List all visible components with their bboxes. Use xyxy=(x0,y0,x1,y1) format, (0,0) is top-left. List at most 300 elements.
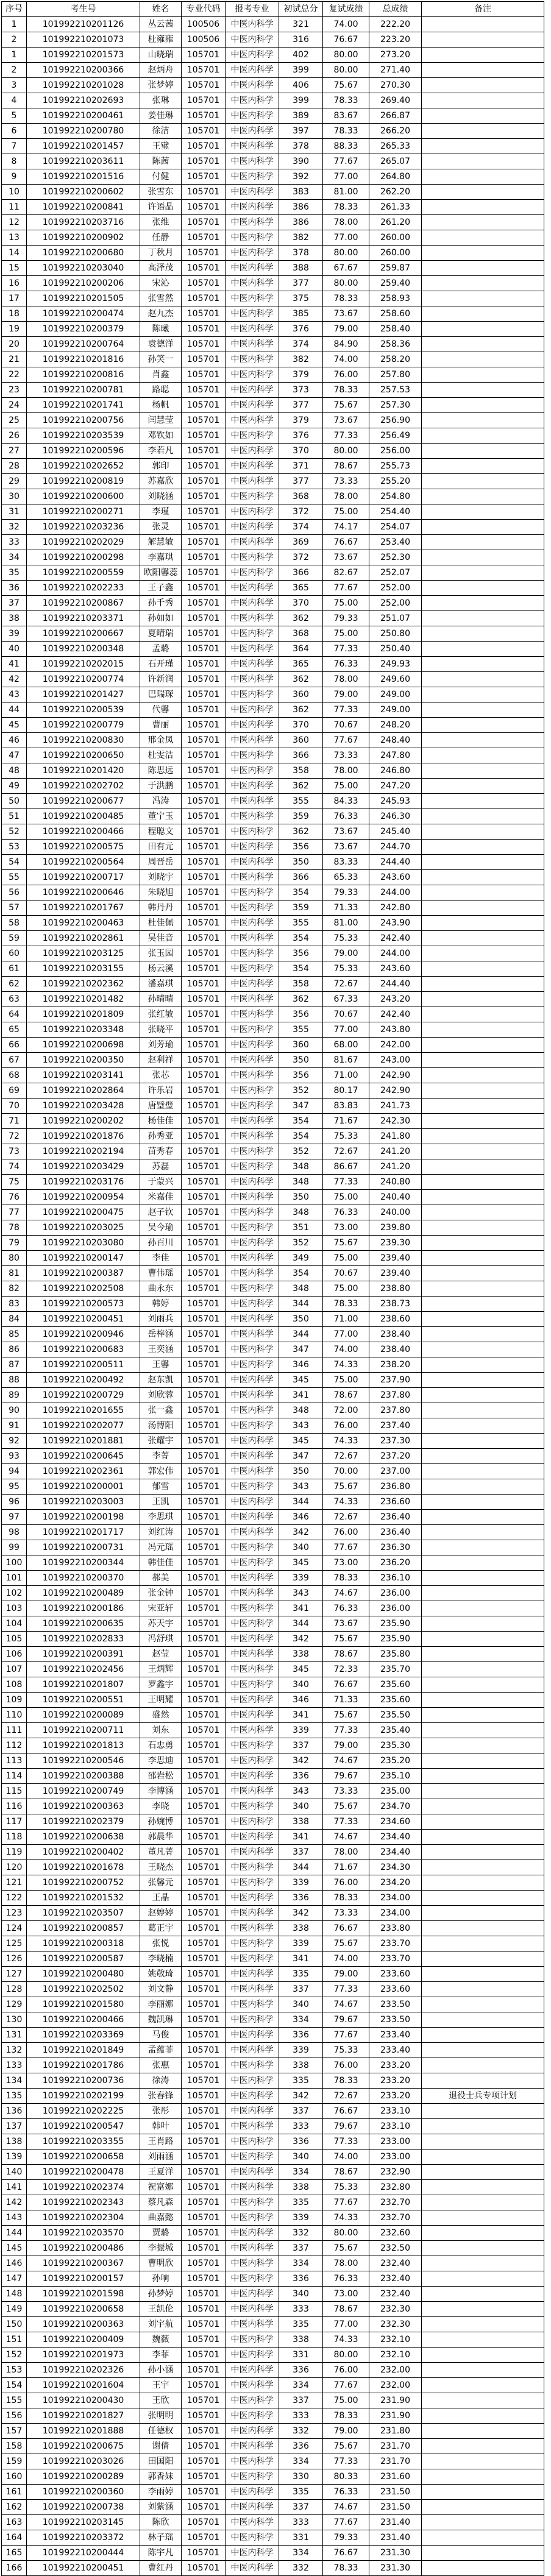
table-row xyxy=(2,2150,544,2165)
name-cell: 张梦婷 xyxy=(140,78,182,93)
initial-score-cell: 341 xyxy=(279,1388,323,1403)
note-cell xyxy=(422,398,544,413)
major-code-cell: 105701 xyxy=(182,672,226,687)
table-row xyxy=(2,565,544,581)
name-cell: 付健 xyxy=(140,169,182,185)
major-cell: 中医内科学 xyxy=(226,2150,279,2165)
major-cell: 中医内科学 xyxy=(226,1251,279,1266)
exam-id-cell: 101992210203372 xyxy=(27,2530,140,2546)
retest-score-cell: 84.90 xyxy=(323,337,369,352)
total-score-cell: 235.40 xyxy=(369,1723,422,1738)
table-header-row xyxy=(2,2,544,17)
retest-score-cell: 74.00 xyxy=(323,1951,369,1967)
retest-score-cell: 79.67 xyxy=(323,1769,369,1784)
seq-cell: 58 xyxy=(2,916,27,931)
major-code-cell: 105701 xyxy=(182,1007,226,1022)
initial-score-cell: 362 xyxy=(279,672,323,687)
major-cell: 中医内科学 xyxy=(226,2485,279,2500)
name-cell: 张红敏 xyxy=(140,1007,182,1022)
exam-id-cell: 101992210200600 xyxy=(27,489,140,504)
name-cell: 米嘉佳 xyxy=(140,1190,182,1205)
exam-id-cell: 101992210200451 xyxy=(27,2561,140,2576)
name-cell: 苏磊 xyxy=(140,1159,182,1175)
seq-cell: 95 xyxy=(2,1479,27,1495)
table-row xyxy=(2,2546,544,2561)
retest-score-cell: 78.67 xyxy=(323,1388,369,1403)
total-score-cell: 273.20 xyxy=(369,48,422,63)
name-cell: 任静 xyxy=(140,230,182,246)
note-cell xyxy=(422,215,544,230)
note-cell xyxy=(422,885,544,901)
exam-id-cell: 101992210200198 xyxy=(27,1510,140,1525)
table-row xyxy=(2,2469,544,2485)
table-row xyxy=(2,626,544,642)
major-code-cell: 105701 xyxy=(182,961,226,977)
exam-id-cell: 101992210200202 xyxy=(27,1114,140,1129)
major-cell: 中医内科学 xyxy=(226,246,279,261)
total-score-cell: 232.40 xyxy=(369,2256,422,2271)
exam-id-cell: 101992210201516 xyxy=(27,169,140,185)
exam-id-cell: 101992210200650 xyxy=(27,748,140,763)
initial-score-cell: 348 xyxy=(279,1281,323,1297)
name-cell: 刘晓涵 xyxy=(140,489,182,504)
note-cell xyxy=(422,794,544,809)
note-cell xyxy=(422,1068,544,1083)
major-cell: 中医内科学 xyxy=(226,1951,279,1967)
table-row xyxy=(2,2043,544,2058)
major-cell: 中医内科学 xyxy=(226,1114,279,1129)
table-row xyxy=(2,596,544,611)
major-cell: 中医内科学 xyxy=(226,2256,279,2271)
seq-cell: 11 xyxy=(2,200,27,215)
note-cell xyxy=(422,1418,544,1434)
name-cell: 赵婷婷 xyxy=(140,1906,182,1921)
retest-score-cell: 73.67 xyxy=(323,824,369,840)
major-cell: 中医内科学 xyxy=(226,1342,279,1357)
exam-id-cell: 101992210200475 xyxy=(27,1205,140,1220)
total-score-cell: 266.87 xyxy=(369,108,422,124)
retest-score-cell: 78.33 xyxy=(323,2408,369,2424)
total-score-cell: 252.07 xyxy=(369,565,422,581)
seq-cell: 135 xyxy=(2,2089,27,2104)
exam-id-cell: 101992210202233 xyxy=(27,581,140,596)
major-cell: 中医内科学 xyxy=(226,215,279,230)
seq-cell: 83 xyxy=(2,1297,27,1312)
note-cell xyxy=(422,1769,544,1784)
retest-score-cell: 77.67 xyxy=(323,2028,369,2043)
retest-score-cell: 75.67 xyxy=(323,1936,369,1951)
total-score-cell: 239.80 xyxy=(369,1220,422,1236)
name-cell: 张维 xyxy=(140,215,182,230)
major-code-cell: 105701 xyxy=(182,1403,226,1418)
name-cell: 路聪 xyxy=(140,383,182,398)
initial-score-cell: 365 xyxy=(279,581,323,596)
major-cell: 中医内科学 xyxy=(226,779,279,794)
major-cell: 中医内科学 xyxy=(226,1906,279,1921)
note-cell xyxy=(422,2287,544,2302)
major-cell: 中医内科学 xyxy=(226,870,279,885)
seq-cell: 104 xyxy=(2,1616,27,1632)
note-cell xyxy=(422,1236,544,1251)
retest-score-cell: 76.67 xyxy=(323,2546,369,2561)
name-cell: 王馨 xyxy=(140,1357,182,1373)
note-cell xyxy=(422,200,544,215)
initial-score-cell: 334 xyxy=(279,2546,323,2561)
retest-score-cell: 75.33 xyxy=(323,2180,369,2195)
seq-cell: 148 xyxy=(2,2287,27,2302)
total-score-cell: 257.30 xyxy=(369,398,422,413)
name-cell: 王凯 xyxy=(140,1495,182,1510)
note-cell xyxy=(422,1662,544,1677)
total-score-cell: 270.30 xyxy=(369,78,422,93)
total-score-cell: 232.60 xyxy=(369,2226,422,2241)
total-score-cell: 242.40 xyxy=(369,931,422,946)
major-cell: 中医内科学 xyxy=(226,611,279,626)
initial-score-cell: 346 xyxy=(279,1357,323,1373)
major-code-cell: 105701 xyxy=(182,291,226,306)
major-code-cell: 105701 xyxy=(182,1647,226,1662)
initial-score-cell: 335 xyxy=(279,2485,323,2500)
seq-cell: 93 xyxy=(2,1449,27,1464)
exam-id-cell: 101992210201807 xyxy=(27,1677,140,1693)
major-code-cell: 105701 xyxy=(182,1769,226,1784)
table-row xyxy=(2,489,544,504)
total-score-cell: 231.30 xyxy=(369,2546,422,2561)
name-cell: 张耀宇 xyxy=(140,1434,182,1449)
exam-id-cell: 101992210200388 xyxy=(27,1769,140,1784)
initial-score-cell: 321 xyxy=(279,17,323,32)
note-cell xyxy=(422,1555,544,1571)
seq-cell: 92 xyxy=(2,1434,27,1449)
total-score-cell: 233.40 xyxy=(369,2028,422,2043)
seq-cell: 72 xyxy=(2,1129,27,1144)
exam-id-cell: 101992210202029 xyxy=(27,535,140,550)
retest-score-cell: 77.33 xyxy=(323,702,369,718)
seq-cell: 111 xyxy=(2,1723,27,1738)
exam-id-cell: 101992210200289 xyxy=(27,2469,140,2485)
exam-id-cell: 101992210202304 xyxy=(27,2210,140,2226)
exam-id-cell: 101992210202508 xyxy=(27,1281,140,1297)
note-cell xyxy=(422,672,544,687)
table-row xyxy=(2,32,544,48)
major-cell: 中医内科学 xyxy=(226,702,279,718)
retest-score-cell: 76.00 xyxy=(323,367,369,383)
total-score-cell: 231.50 xyxy=(369,2485,422,2500)
note-cell xyxy=(422,596,544,611)
exam-id-cell: 101992210200480 xyxy=(27,1967,140,1982)
retest-score-cell: 72.67 xyxy=(323,1449,369,1464)
major-cell: 中医内科学 xyxy=(226,413,279,428)
exam-id-cell: 101992210200402 xyxy=(27,1845,140,1860)
major-cell: 中医内科学 xyxy=(226,1586,279,1601)
major-cell: 中医内科学 xyxy=(226,337,279,352)
major-cell: 中医内科学 xyxy=(226,1403,279,1418)
seq-cell: 45 xyxy=(2,718,27,733)
name-cell: 曲永东 xyxy=(140,1281,182,1297)
total-score-cell: 247.80 xyxy=(369,748,422,763)
total-score-cell: 234.40 xyxy=(369,1830,422,1845)
seq-cell: 125 xyxy=(2,1936,27,1951)
note-cell xyxy=(422,2134,544,2150)
initial-score-cell: 341 xyxy=(279,1830,323,1845)
retest-score-cell: 88.33 xyxy=(323,139,369,154)
retest-score-cell: 72.00 xyxy=(323,1403,369,1418)
name-cell: 张金钟 xyxy=(140,1586,182,1601)
retest-score-cell: 79.33 xyxy=(323,2530,369,2546)
initial-score-cell: 336 xyxy=(279,2363,323,2378)
retest-score-cell: 75.67 xyxy=(323,1632,369,1647)
exam-id-cell: 101992210201655 xyxy=(27,1403,140,1418)
major-cell: 中医内科学 xyxy=(226,2073,279,2089)
major-cell: 中医内科学 xyxy=(226,1205,279,1220)
initial-score-cell: 350 xyxy=(279,1053,323,1068)
note-cell xyxy=(422,2150,544,2165)
seq-cell: 9 xyxy=(2,169,27,185)
seq-cell: 13 xyxy=(2,230,27,246)
total-score-cell: 234.00 xyxy=(369,1891,422,1906)
header-seq: 序号 xyxy=(2,2,27,17)
name-cell: 任德权 xyxy=(140,2424,182,2439)
major-code-cell: 105701 xyxy=(182,2408,226,2424)
table-row xyxy=(2,1403,544,1418)
retest-score-cell: 74.00 xyxy=(323,2150,369,2165)
total-score-cell: 236.30 xyxy=(369,1540,422,1555)
exam-id-cell: 101992210203611 xyxy=(27,154,140,169)
total-score-cell: 246.80 xyxy=(369,763,422,779)
major-cell: 中医内科学 xyxy=(226,322,279,337)
name-cell: 陈宇凡 xyxy=(140,2546,182,2561)
exam-id-cell: 101992210200954 xyxy=(27,1190,140,1205)
major-cell: 中医内科学 xyxy=(226,459,279,474)
exam-id-cell: 101992210203141 xyxy=(27,1068,140,1083)
retest-score-cell: 68.00 xyxy=(323,1038,369,1053)
exam-id-cell: 101992210200451 xyxy=(27,1312,140,1327)
note-cell xyxy=(422,2363,544,2378)
major-code-cell: 105701 xyxy=(182,1449,226,1464)
name-cell: 张雪东 xyxy=(140,185,182,200)
seq-cell: 75 xyxy=(2,1175,27,1190)
major-cell: 中医内科学 xyxy=(226,2043,279,2058)
seq-cell: 12 xyxy=(2,215,27,230)
major-code-cell: 105701 xyxy=(182,1997,226,2012)
major-cell: 中医内科学 xyxy=(226,1708,279,1723)
major-code-cell: 105701 xyxy=(182,1601,226,1616)
name-cell: 孙梦婷 xyxy=(140,2287,182,2302)
name-cell: 王晶 xyxy=(140,1891,182,1906)
name-cell: 徐涛 xyxy=(140,2073,182,2089)
major-code-cell: 105701 xyxy=(182,733,226,748)
table-row xyxy=(2,1205,544,1220)
major-code-cell: 105701 xyxy=(182,504,226,520)
major-code-cell: 105701 xyxy=(182,901,226,916)
note-cell xyxy=(422,809,544,824)
exam-id-cell: 101992210200646 xyxy=(27,885,140,901)
exam-id-cell: 101992210200638 xyxy=(27,1830,140,1845)
major-code-cell: 105701 xyxy=(182,1022,226,1038)
name-cell: 刘雨兵 xyxy=(140,1312,182,1327)
note-cell xyxy=(422,185,544,200)
initial-score-cell: 336 xyxy=(279,2028,323,2043)
note-cell xyxy=(422,1266,544,1281)
note-cell xyxy=(422,1312,544,1327)
note-cell xyxy=(422,1967,544,1982)
seq-cell: 126 xyxy=(2,1951,27,1967)
exam-id-cell: 101992210200539 xyxy=(27,702,140,718)
table-row xyxy=(2,1327,544,1342)
table-row xyxy=(2,2119,544,2134)
table-row xyxy=(2,1891,544,1906)
major-code-cell: 105701 xyxy=(182,2500,226,2515)
major-code-cell: 105701 xyxy=(182,2180,226,2195)
seq-cell: 96 xyxy=(2,1495,27,1510)
exam-id-cell: 101992210203428 xyxy=(27,1099,140,1114)
major-cell: 中医内科学 xyxy=(226,1967,279,1982)
seq-cell: 23 xyxy=(2,383,27,398)
header-major-code: 专业代码 xyxy=(182,2,226,17)
note-cell xyxy=(422,1921,544,1936)
retest-score-cell: 77.67 xyxy=(323,2195,369,2210)
retest-score-cell: 78.33 xyxy=(323,93,369,108)
major-code-cell: 105701 xyxy=(182,2271,226,2287)
note-cell xyxy=(422,352,544,367)
total-score-cell: 233.00 xyxy=(369,2134,422,2150)
exam-id-cell: 101992210200596 xyxy=(27,444,140,459)
retest-score-cell: 83.83 xyxy=(323,1099,369,1114)
note-cell xyxy=(422,1205,544,1220)
seq-cell: 54 xyxy=(2,855,27,870)
exam-id-cell: 101992210201786 xyxy=(27,2058,140,2073)
total-score-cell: 232.70 xyxy=(369,2210,422,2226)
table-row xyxy=(2,48,544,63)
total-score-cell: 269.40 xyxy=(369,93,422,108)
total-score-cell: 241.73 xyxy=(369,1099,422,1114)
seq-cell: 101 xyxy=(2,1571,27,1586)
major-code-cell: 105701 xyxy=(182,1464,226,1479)
table-row xyxy=(2,246,544,261)
total-score-cell: 232.10 xyxy=(369,2348,422,2363)
major-cell: 中医内科学 xyxy=(226,1312,279,1327)
exam-id-cell: 101992210202864 xyxy=(27,1083,140,1099)
major-code-cell: 105701 xyxy=(182,383,226,398)
note-cell xyxy=(422,246,544,261)
note-cell xyxy=(422,291,544,306)
initial-score-cell: 335 xyxy=(279,2073,323,2089)
table-row xyxy=(2,78,544,93)
total-score-cell: 257.53 xyxy=(369,383,422,398)
exam-id-cell: 101992210200186 xyxy=(27,1601,140,1616)
seq-cell: 129 xyxy=(2,1997,27,2012)
major-code-cell: 105701 xyxy=(182,2363,226,2378)
exam-id-cell: 101992210200677 xyxy=(27,794,140,809)
note-cell xyxy=(422,2012,544,2028)
exam-id-cell: 101992210201573 xyxy=(27,48,140,63)
name-cell: 冯涛 xyxy=(140,794,182,809)
major-cell: 中医内科学 xyxy=(226,2515,279,2530)
initial-score-cell: 378 xyxy=(279,246,323,261)
retest-score-cell: 75.67 xyxy=(323,1799,369,1814)
major-cell: 中医内科学 xyxy=(226,1053,279,1068)
table-row xyxy=(2,1769,544,1784)
major-cell: 中医内科学 xyxy=(226,977,279,992)
initial-score-cell: 337 xyxy=(279,2500,323,2515)
retest-score-cell: 78.33 xyxy=(323,2561,369,2576)
initial-score-cell: 379 xyxy=(279,367,323,383)
major-code-cell: 105701 xyxy=(182,1373,226,1388)
total-score-cell: 232.40 xyxy=(369,2271,422,2287)
major-code-cell: 105701 xyxy=(182,1129,226,1144)
major-cell: 中医内科学 xyxy=(226,855,279,870)
table-row xyxy=(2,1479,544,1495)
retest-score-cell: 74.67 xyxy=(323,1753,369,1769)
retest-score-cell: 73.00 xyxy=(323,1220,369,1236)
major-code-cell: 105701 xyxy=(182,1342,226,1357)
name-cell: 张玉园 xyxy=(140,946,182,961)
table-row xyxy=(2,931,544,946)
seq-cell: 3 xyxy=(2,78,27,93)
major-code-cell: 105701 xyxy=(182,1662,226,1677)
exam-id-cell: 101992210201809 xyxy=(27,1007,140,1022)
initial-score-cell: 338 xyxy=(279,2332,323,2348)
total-score-cell: 234.70 xyxy=(369,1799,422,1814)
major-cell: 中医内科学 xyxy=(226,916,279,931)
exam-id-cell: 101992210200711 xyxy=(27,1723,140,1738)
total-score-cell: 234.00 xyxy=(369,1906,422,1921)
initial-score-cell: 356 xyxy=(279,1068,323,1083)
retest-score-cell: 73.33 xyxy=(323,1784,369,1799)
seq-cell: 4 xyxy=(2,93,27,108)
name-cell: 许新润 xyxy=(140,672,182,687)
major-cell: 中医内科学 xyxy=(226,2424,279,2439)
initial-score-cell: 341 xyxy=(279,1951,323,1967)
seq-cell: 91 xyxy=(2,1418,27,1434)
initial-score-cell: 337 xyxy=(279,2393,323,2408)
initial-score-cell: 374 xyxy=(279,520,323,535)
seq-cell: 152 xyxy=(2,2348,27,2363)
seq-cell: 154 xyxy=(2,2378,27,2393)
note-cell xyxy=(422,1464,544,1479)
major-cell: 中医内科学 xyxy=(226,1662,279,1677)
retest-score-cell: 75.00 xyxy=(323,779,369,794)
total-score-cell: 231.50 xyxy=(369,2500,422,2515)
retest-score-cell: 80.00 xyxy=(323,63,369,78)
table-row xyxy=(2,291,544,306)
total-score-cell: 254.80 xyxy=(369,489,422,504)
major-code-cell: 105701 xyxy=(182,2134,226,2150)
table-row xyxy=(2,504,544,520)
seq-cell: 41 xyxy=(2,657,27,672)
seq-cell: 18 xyxy=(2,306,27,322)
major-cell: 中医内科学 xyxy=(226,2089,279,2104)
header-initial-score: 初试总分 xyxy=(279,2,323,17)
initial-score-cell: 339 xyxy=(279,1571,323,1586)
retest-score-cell: 79.00 xyxy=(323,2424,369,2439)
major-code-cell: 105701 xyxy=(182,2332,226,2348)
major-cell: 中医内科学 xyxy=(226,2012,279,2028)
initial-score-cell: 334 xyxy=(279,2256,323,2271)
major-cell: 中医内科学 xyxy=(226,1601,279,1616)
retest-score-cell: 78.00 xyxy=(323,1845,369,1860)
table-row xyxy=(2,200,544,215)
major-cell: 中医内科学 xyxy=(226,474,279,489)
name-cell: 唐璧璧 xyxy=(140,1099,182,1114)
note-cell xyxy=(422,2028,544,2043)
table-row xyxy=(2,1525,544,1540)
name-cell: 杨帆 xyxy=(140,398,182,413)
exam-id-cell: 101992210200698 xyxy=(27,1038,140,1053)
total-score-cell: 243.20 xyxy=(369,992,422,1007)
name-cell: 张馨元 xyxy=(140,1875,182,1891)
name-cell: 曹伟瑶 xyxy=(140,1266,182,1281)
